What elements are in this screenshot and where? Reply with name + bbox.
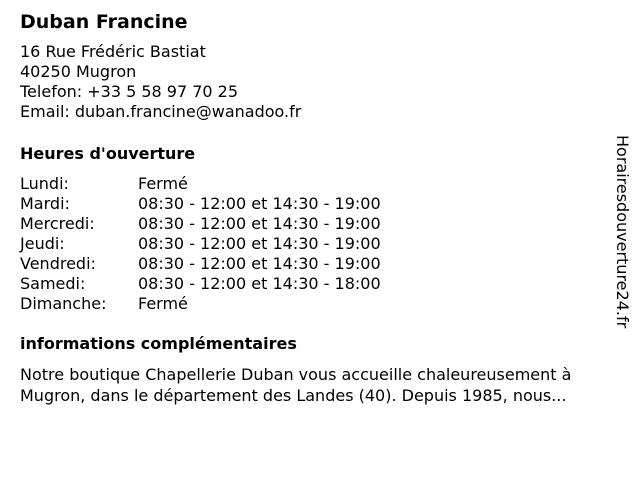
hours-row [20,274,610,294]
business-card [20,10,610,406]
hours-day: Dimanche: [20,294,107,313]
site-watermark: Horairesdouverture24.fr [613,135,632,329]
hours-time: 08:30 - 12:00 et 14:30 - 19:00 [138,194,381,213]
hours-day: Vendredi: [20,254,96,273]
hours-row [20,174,610,194]
phone-line: Telefon: +33 5 58 97 70 25 [20,82,239,101]
hours-day: Jeudi: [20,234,65,253]
info-heading: informations complémentaires [20,334,297,353]
hours-day: Samedi: [20,274,86,293]
hours-time: 08:30 - 12:00 et 14:30 - 18:00 [138,274,381,293]
hours-day: Mercredi: [20,214,95,233]
hours-table [20,174,610,314]
address-line-1: 16 Rue Frédéric Bastiat [20,42,206,61]
info-text: Notre boutique Chapellerie Duban vous accueille chaleureusement à Mugron, dans le département des Landes (40). Depuis 1985, nous... [20,365,572,405]
hours-time: 08:30 - 12:00 et 14:30 - 19:00 [138,234,381,253]
hours-row [20,194,610,214]
hours-row [20,214,610,234]
hours-time: 08:30 - 12:00 et 14:30 - 19:00 [138,254,381,273]
hours-heading: Heures d'ouverture [20,144,196,163]
address-line-2: 40250 Mugron [20,62,137,81]
hours-day: Mardi: [20,194,70,213]
email-line: Email: duban.francine@wanadoo.fr [20,102,302,121]
hours-time: Fermé [138,294,188,313]
business-name: Duban Francine [20,11,188,33]
hours-row [20,234,610,254]
hours-time: 08:30 - 12:00 et 14:30 - 19:00 [138,214,381,233]
hours-row [20,254,610,274]
hours-day: Lundi: [20,174,69,193]
hours-row [20,294,610,314]
hours-time: Fermé [138,174,188,193]
